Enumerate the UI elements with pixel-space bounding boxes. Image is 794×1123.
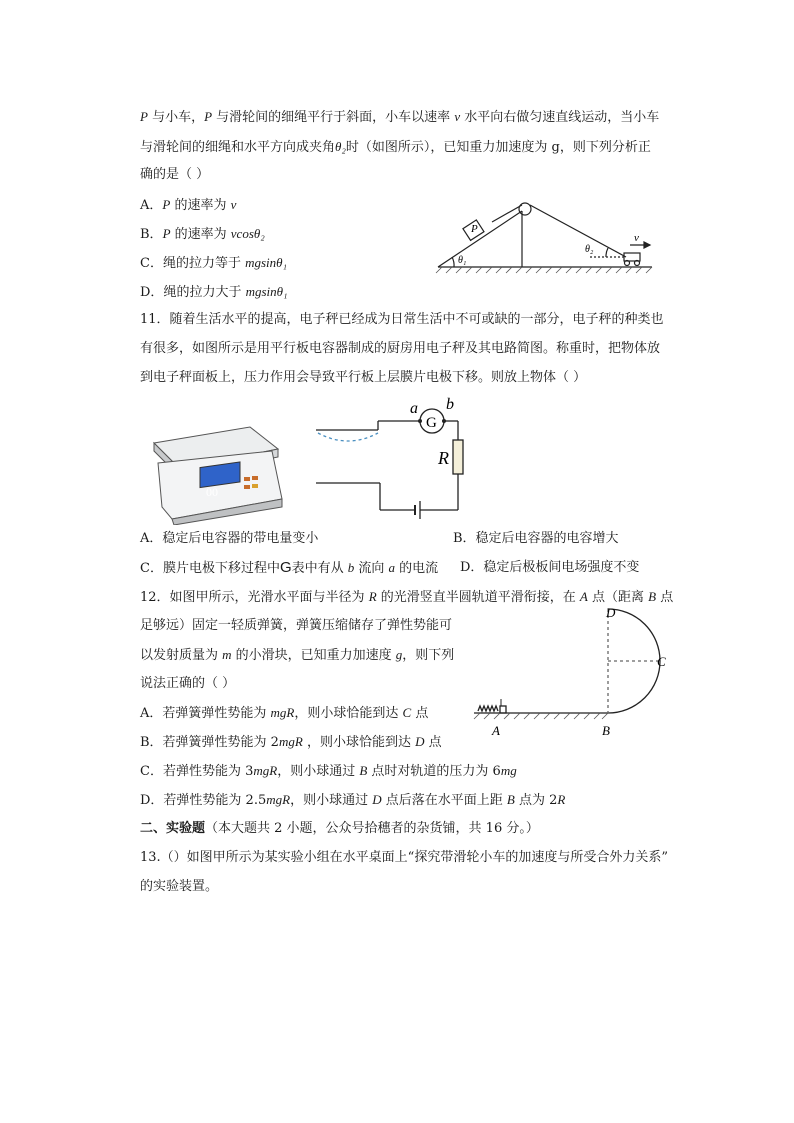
scale-display-reading: 00 <box>206 485 218 499</box>
q11-option-b: B．稳定后电容器的电容增大 <box>453 531 619 546</box>
q13-line-2: 的实验装置。 <box>140 879 219 894</box>
q10-fig-label-p: P <box>471 223 478 235</box>
q12-line-2: 足够远）固定一轻质弹簧，弹簧压缩储存了弹性势能可 <box>140 618 453 633</box>
q12-option-b: B．若弹簧弹性势能为 2mgR ，则小球恰能到达 D 点 <box>140 734 442 750</box>
q10-fig-label-v: v <box>634 232 639 244</box>
q12-line-3: 以发射质量为 m 的小滑块，已知重力加速度 g，则下列 <box>140 647 455 663</box>
q10-fig-label-theta2: θ₂ <box>585 244 594 255</box>
q11-option-d: D．稳定后极板间电场强度不变 <box>460 560 640 575</box>
q11-option-a: A．稳定后电容器的带电量变小 <box>140 531 319 546</box>
track-label-d: D <box>606 605 616 620</box>
q11-line-3: 到电子秤面板上，压力作用会导致平行板上层膜片电极下移。则放上物体（ ） <box>140 370 587 385</box>
q12-option-a: A．若弹簧弹性势能为 mgR，则小球恰能到达 C 点 <box>140 705 429 721</box>
q13-line-1: 13.（）如图甲所示为某实验小组在水平桌面上“探究带滑轮小车的加速度与所受合外力关系” <box>140 850 668 865</box>
q12-option-c: C．若弹性势能为 3mgR，则小球通过 B 点时对轨道的压力为 6mg <box>140 763 517 779</box>
q10-incline-figure <box>430 195 660 275</box>
q10-option-b: B．P 的速率为 vcosθ₂ <box>140 226 265 242</box>
q10-line-2: 与滑轮间的细绳和水平方向成夹角θ₂时（如图所示），已知重力加速度为 g，则下列分析正 <box>140 139 651 155</box>
track-label-a: A <box>492 723 500 738</box>
q10-fig-label-theta1: θ₁ <box>458 255 467 266</box>
q12-option-d: D．若弹性势能为 2.5mgR，则小球通过 D 点后落在水平面上距 B 点为 2R <box>140 792 566 808</box>
q12-line-1: 12．如图甲所示，光滑水平面与半径为 R 的光滑竖直半圆轨道平滑衔接，在 A 点（距离 B 点 <box>140 589 674 605</box>
q11-line-2: 有很多，如图所示是用平行板电容器制成的厨房用电子秤及其电路简图。称重时，把物体放 <box>140 341 661 356</box>
track-label-b: B <box>602 723 610 738</box>
track-label-c: C <box>657 654 666 669</box>
q10-option-c: C．绳的拉力等于 mgsinθ₁ <box>140 255 288 271</box>
q10-line-1: P 与小车，P 与滑轮间的细绳平行于斜面，小车以速率 v 水平向右做匀速直线运动，当小车 <box>140 109 660 125</box>
capacitor-circuit-diagram <box>312 393 482 523</box>
electronic-scale-image <box>140 415 290 525</box>
q10-line-3: 确的是（ ） <box>140 167 210 182</box>
q11-option-c: C．膜片电极下移过程中G表中有从 b 流向 a 的电流 <box>140 559 439 576</box>
circuit-label-b: b <box>446 396 454 413</box>
resistor-label: R <box>438 448 449 468</box>
q12-semicircle-track-figure <box>470 605 680 740</box>
q12-line-4: 说法正确的（ ） <box>140 676 236 691</box>
circuit-label-a: a <box>410 400 418 417</box>
galvanometer-label: G <box>426 415 437 431</box>
section-2-heading: 二、实验题（本大题共 2 小题，公众号拾穗者的杂货铺，共 16 分。） <box>140 821 539 836</box>
q10-option-a: A．P 的速率为 v <box>140 197 237 213</box>
q11-line-1: 11．随着生活水平的提高，电子秤已经成为日常生活中不可或缺的一部分，电子秤的种类也 <box>140 312 664 327</box>
q10-option-d: D．绳的拉力大于 mgsinθ₁ <box>140 284 288 300</box>
